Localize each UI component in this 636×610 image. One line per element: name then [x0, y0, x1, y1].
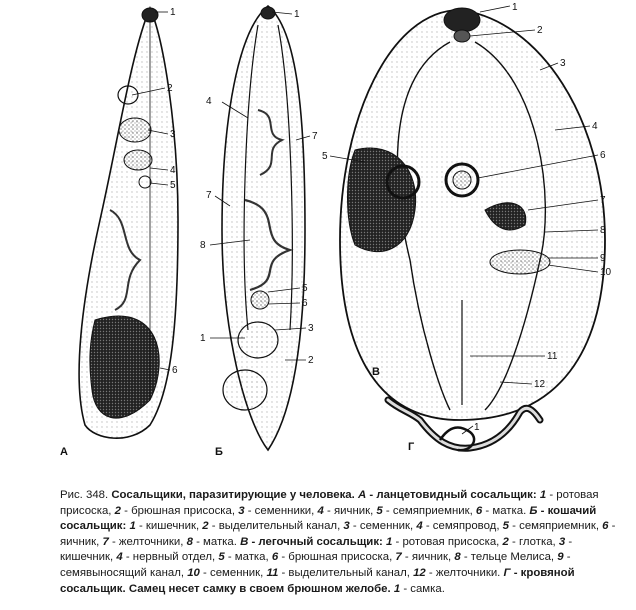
- caption-part-text: - семявыносящий канал,: [60, 551, 571, 579]
- caption-part-text: - матка.: [482, 504, 530, 517]
- caption-part-text: - яичник,: [323, 504, 377, 517]
- label-g-1: 1: [474, 422, 480, 433]
- caption-part-text: - кишечник,: [60, 535, 573, 564]
- figure-caption: [60, 488, 626, 597]
- label-v-3: 3: [560, 58, 566, 69]
- label-b-8: 8: [200, 240, 206, 251]
- label-v-12: 12: [534, 379, 546, 390]
- caption-part-text: - ротовая присоска,: [392, 535, 503, 548]
- label-b-3: 3: [308, 323, 314, 334]
- caption-part-number: 4: [116, 551, 123, 564]
- label-b-1: 1: [294, 9, 300, 20]
- panel-label-a: А: [60, 446, 68, 458]
- caption-part-text: - тельце Мелиса,: [460, 551, 558, 564]
- caption-part-number: 5: [218, 551, 225, 564]
- caption-part-number: 1: [385, 535, 393, 548]
- label-v-1: 1: [512, 2, 518, 13]
- caption-part-number: 2: [502, 535, 509, 548]
- caption-part-text: - семяпровод,: [422, 520, 503, 533]
- label-v-2: 2: [537, 25, 543, 36]
- label-v-7: 7: [600, 195, 606, 206]
- specimen-b: [222, 6, 305, 450]
- label-v-8: 8: [600, 225, 606, 236]
- caption-part-text: - желточники.: [425, 566, 504, 579]
- caption-part-number: 6: [475, 504, 483, 517]
- caption-part-number: 1: [393, 582, 401, 595]
- label-v-10: 10: [600, 267, 612, 278]
- caption-part-number: 12: [413, 566, 426, 579]
- caption-g-name: - кровяной сосальщик. Самец несет самку в своем брюшном желобе.: [60, 566, 575, 595]
- caption-b-key: Б: [529, 504, 538, 517]
- panel-label-g: Г: [408, 441, 415, 453]
- caption-part-number: 3: [238, 504, 245, 517]
- caption-fig-no: Рис. 348.: [60, 489, 109, 501]
- caption-part-number: 4: [416, 520, 423, 533]
- caption-part-number: 6: [271, 551, 279, 564]
- caption-part-number: 10: [187, 566, 200, 579]
- caption-part-number: 6: [602, 520, 609, 533]
- caption-part-text: - семенник,: [349, 520, 417, 533]
- caption-part-text: - семенник,: [199, 566, 267, 579]
- caption-part-text: - семяприемник,: [509, 520, 603, 533]
- caption-part-text: - брюшная присоска,: [278, 551, 396, 564]
- caption-part-text: - семенники,: [244, 504, 318, 517]
- panel-label-v: В: [372, 366, 380, 378]
- caption-part-number: 8: [186, 535, 193, 548]
- caption-part-number: 1: [129, 520, 136, 533]
- caption-part-number: 5: [502, 520, 509, 533]
- caption-part-number: 2: [114, 504, 121, 517]
- caption-part-text: - ротовая присоска,: [60, 489, 599, 517]
- caption-part-text: - нервный отдел,: [122, 551, 219, 564]
- caption-g-parts: [394, 583, 445, 595]
- caption-part-number: 7: [102, 535, 109, 548]
- label-b-1b: 1: [200, 333, 206, 344]
- caption-part-text: - матка,: [224, 551, 272, 564]
- caption-part-number: 3: [343, 520, 350, 533]
- caption-part-number: 4: [317, 504, 324, 517]
- label-v-11: 11: [547, 351, 558, 362]
- caption-part-text: - самка.: [400, 582, 445, 595]
- caption-title: Сосальщики, паразитирующие у человека.: [111, 489, 355, 501]
- label-a-2: 2: [167, 83, 173, 94]
- caption-part-text: - кишечник,: [135, 520, 203, 533]
- label-a-4: 4: [170, 165, 176, 176]
- label-a-6: 6: [172, 365, 178, 376]
- label-b-4: 4: [206, 96, 212, 107]
- specimen-a: [79, 8, 178, 438]
- caption-part-number: 5: [376, 504, 383, 517]
- label-b-7b: 7: [206, 190, 212, 201]
- caption-v-name: - легочный сосальщик:: [248, 535, 386, 548]
- label-a-3: 3: [170, 129, 176, 140]
- caption-part-number: 11: [266, 566, 279, 579]
- label-a-5: 5: [170, 180, 176, 191]
- label-b-2: 2: [308, 355, 314, 366]
- caption-part-text: - яичник,: [60, 520, 616, 548]
- caption-part-text: - матка.: [192, 535, 241, 548]
- caption-v-key: В: [240, 535, 249, 548]
- label-v-9: 9: [600, 253, 606, 264]
- caption-a-name: - ланцетовидный сосальщик:: [366, 489, 540, 501]
- caption-part-number: 2: [202, 520, 209, 533]
- caption-part-number: 1: [539, 489, 547, 501]
- caption-part-text: - выделительный канал,: [208, 520, 344, 533]
- caption-part-number: 9: [557, 551, 564, 564]
- label-b-6: 6: [302, 298, 308, 309]
- caption-part-text: - выделительный канал,: [278, 566, 414, 579]
- caption-part-number: 8: [454, 551, 461, 564]
- caption-part-text: - брюшная присоска,: [120, 504, 239, 517]
- caption-part-text: - желточники,: [108, 535, 187, 548]
- label-b-7a: 7: [312, 131, 318, 142]
- caption-part-text: - семяприемник,: [382, 504, 476, 517]
- label-v-5: 5: [322, 151, 328, 162]
- label-a-1: 1: [170, 7, 176, 18]
- caption-g-key: Г: [503, 566, 511, 579]
- label-v-6: 6: [600, 150, 606, 161]
- specimen-v: [340, 8, 605, 420]
- panel-label-b: Б: [215, 446, 223, 458]
- label-v-4: 4: [592, 121, 598, 132]
- label-b-5: 5: [302, 283, 308, 294]
- caption-part-number: 7: [395, 551, 402, 564]
- caption-part-text: - яичник,: [401, 551, 455, 564]
- caption-part-number: 3: [558, 535, 566, 548]
- caption-b-name: - кошачий сосальщик:: [60, 504, 597, 533]
- caption-part-text: - глотка,: [508, 535, 559, 548]
- caption-a-key: А: [357, 489, 367, 501]
